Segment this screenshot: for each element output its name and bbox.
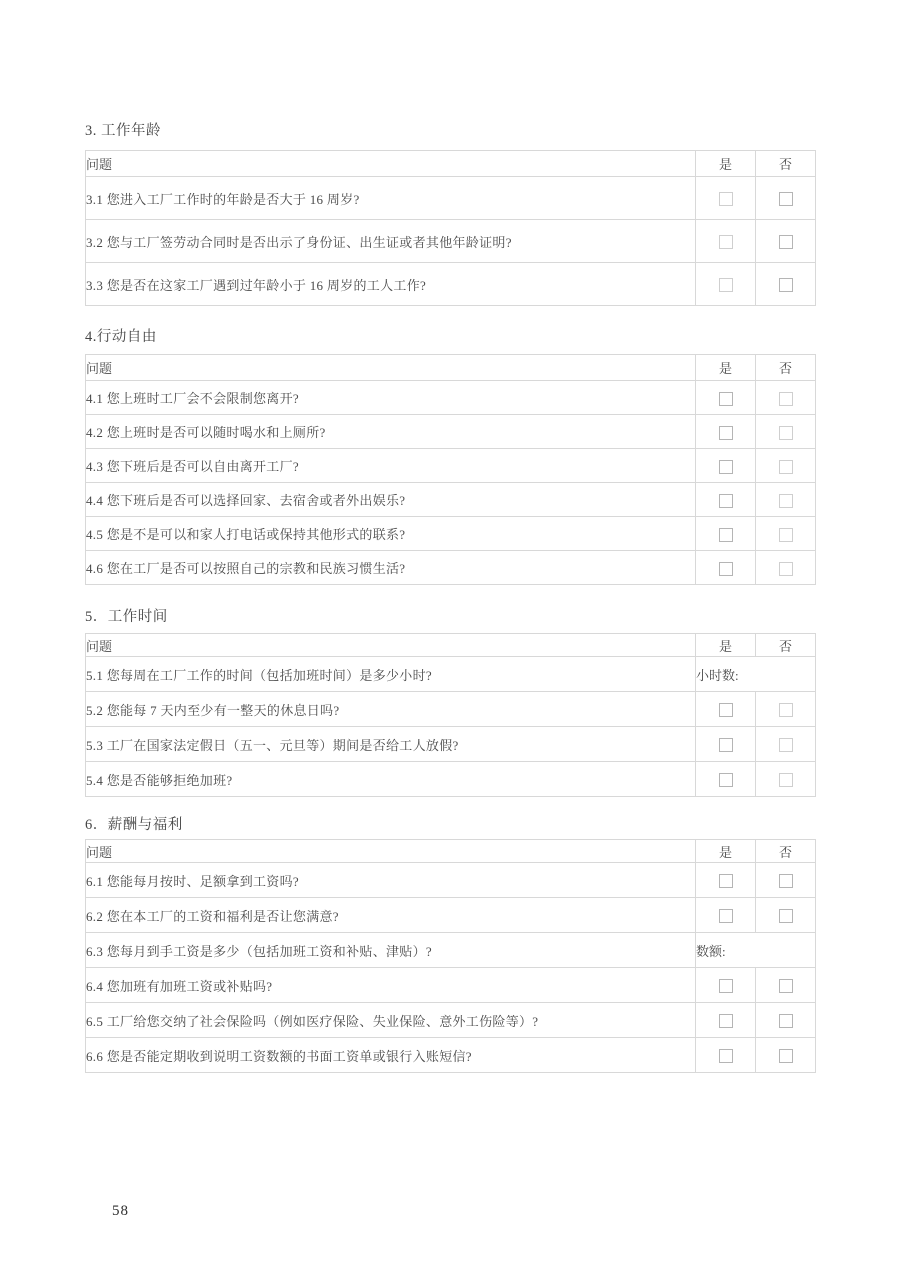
column-header-yes: 是: [696, 634, 756, 657]
no-checkbox[interactable]: [779, 874, 793, 888]
column-header-no: 否: [756, 634, 816, 657]
yes-checkbox[interactable]: [719, 528, 733, 542]
question-text: 3.3 您是否在这家工厂遇到过年龄小于 16 周岁的工人工作?: [86, 263, 696, 306]
table-row: [86, 483, 816, 517]
table-header-row: [86, 151, 816, 177]
question-table-pay-benefits: [85, 839, 816, 1073]
question-text: 4.1 您上班时工厂会不会限制您离开?: [86, 381, 696, 415]
no-checkbox[interactable]: [779, 278, 793, 292]
yes-checkbox[interactable]: [719, 703, 733, 717]
no-checkbox[interactable]: [779, 460, 793, 474]
no-checkbox[interactable]: [779, 562, 793, 576]
question-text: 5.1 您每周在工厂工作的时间（包括加班时间）是多少小时?: [86, 657, 696, 692]
section-title-pay-benefits: 6．薪酬与福利: [85, 817, 183, 833]
table-header-row: [86, 355, 816, 381]
table-row: [86, 1038, 816, 1073]
question-table-freedom-of-movement: [85, 354, 816, 585]
table-header-row: [86, 634, 816, 657]
no-checkbox[interactable]: [779, 1049, 793, 1063]
page-content: [85, 122, 815, 1073]
question-text: 5.2 您能每 7 天内至少有一整天的休息日吗?: [86, 692, 696, 727]
column-header-no: 否: [756, 355, 816, 381]
yes-checkbox[interactable]: [719, 1014, 733, 1028]
no-checkbox[interactable]: [779, 703, 793, 717]
table-row: [86, 220, 816, 263]
question-text: 4.6 您在工厂是否可以按照自己的宗教和民族习惯生活?: [86, 551, 696, 585]
column-header-yes: 是: [696, 840, 756, 863]
table-row: [86, 551, 816, 585]
question-text: 6.4 您加班有加班工资或补贴吗?: [86, 968, 696, 1003]
table-row: [86, 863, 816, 898]
table-row: [86, 381, 816, 415]
no-checkbox[interactable]: [779, 426, 793, 440]
no-checkbox[interactable]: [779, 192, 793, 206]
question-text: 4.5 您是不是可以和家人打电话或保持其他形式的联系?: [86, 517, 696, 551]
yes-checkbox[interactable]: [719, 738, 733, 752]
yes-checkbox[interactable]: [719, 979, 733, 993]
table-row: [86, 415, 816, 449]
question-table-working-age: [85, 150, 816, 306]
question-table-working-hours: [85, 633, 816, 797]
column-header-no: 否: [756, 840, 816, 863]
question-text: 3.2 您与工厂签劳动合同时是否出示了身份证、出生证或者其他年龄证明?: [86, 220, 696, 263]
yes-checkbox[interactable]: [719, 1049, 733, 1063]
no-checkbox[interactable]: [779, 979, 793, 993]
yes-checkbox[interactable]: [719, 426, 733, 440]
section-title-freedom-of-movement: 4.行动自由: [85, 329, 157, 345]
no-checkbox[interactable]: [779, 909, 793, 923]
question-text: 6.2 您在本工厂的工资和福利是否让您满意?: [86, 898, 696, 933]
no-checkbox[interactable]: [779, 528, 793, 542]
yes-checkbox[interactable]: [719, 235, 733, 249]
question-text: 6.3 您每月到手工资是多少（包括加班工资和补贴、津贴）?: [86, 933, 696, 968]
answer-label-amount: 数额:: [696, 933, 816, 968]
table-header-row: [86, 840, 816, 863]
section-title-working-hours: 5．工作时间: [85, 609, 168, 625]
no-checkbox[interactable]: [779, 738, 793, 752]
yes-checkbox[interactable]: [719, 494, 733, 508]
no-checkbox[interactable]: [779, 235, 793, 249]
column-header-question: 问题: [86, 840, 696, 863]
yes-checkbox[interactable]: [719, 392, 733, 406]
table-row: [86, 517, 816, 551]
yes-checkbox[interactable]: [719, 460, 733, 474]
answer-label-hours: 小时数:: [696, 657, 816, 692]
column-header-question: 问题: [86, 634, 696, 657]
question-text: 3.1 您进入工厂工作时的年龄是否大于 16 周岁?: [86, 177, 696, 220]
table-row: [86, 933, 816, 968]
no-checkbox[interactable]: [779, 392, 793, 406]
question-text: 6.6 您是否能定期收到说明工资数额的书面工资单或银行入账短信?: [86, 1038, 696, 1073]
section-title-working-age: 3. 工作年龄: [85, 123, 161, 139]
table-row: [86, 177, 816, 220]
column-header-no: 否: [756, 151, 816, 177]
table-row: [86, 692, 816, 727]
question-text: 6.1 您能每月按时、足额拿到工资吗?: [86, 863, 696, 898]
question-text: 6.5 工厂给您交纳了社会保险吗（例如医疗保险、失业保险、意外工伤险等）?: [86, 1003, 696, 1038]
question-text: 5.3 工厂在国家法定假日（五一、元旦等）期间是否给工人放假?: [86, 727, 696, 762]
table-row: [86, 657, 816, 692]
table-row: [86, 968, 816, 1003]
yes-checkbox[interactable]: [719, 874, 733, 888]
yes-checkbox[interactable]: [719, 909, 733, 923]
question-text: 4.2 您上班时是否可以随时喝水和上厕所?: [86, 415, 696, 449]
table-row: [86, 449, 816, 483]
question-text: 5.4 您是否能够拒绝加班?: [86, 762, 696, 797]
yes-checkbox[interactable]: [719, 773, 733, 787]
table-row: [86, 762, 816, 797]
table-row: [86, 263, 816, 306]
yes-checkbox[interactable]: [719, 278, 733, 292]
table-row: [86, 898, 816, 933]
column-header-yes: 是: [696, 151, 756, 177]
column-header-yes: 是: [696, 355, 756, 381]
yes-checkbox[interactable]: [719, 562, 733, 576]
table-row: [86, 727, 816, 762]
page-number: 58: [112, 1203, 129, 1219]
question-text: 4.4 您下班后是否可以选择回家、去宿舍或者外出娱乐?: [86, 483, 696, 517]
no-checkbox[interactable]: [779, 773, 793, 787]
no-checkbox[interactable]: [779, 1014, 793, 1028]
column-header-question: 问题: [86, 355, 696, 381]
column-header-question: 问题: [86, 151, 696, 177]
yes-checkbox[interactable]: [719, 192, 733, 206]
question-text: 4.3 您下班后是否可以自由离开工厂?: [86, 449, 696, 483]
no-checkbox[interactable]: [779, 494, 793, 508]
table-row: [86, 1003, 816, 1038]
